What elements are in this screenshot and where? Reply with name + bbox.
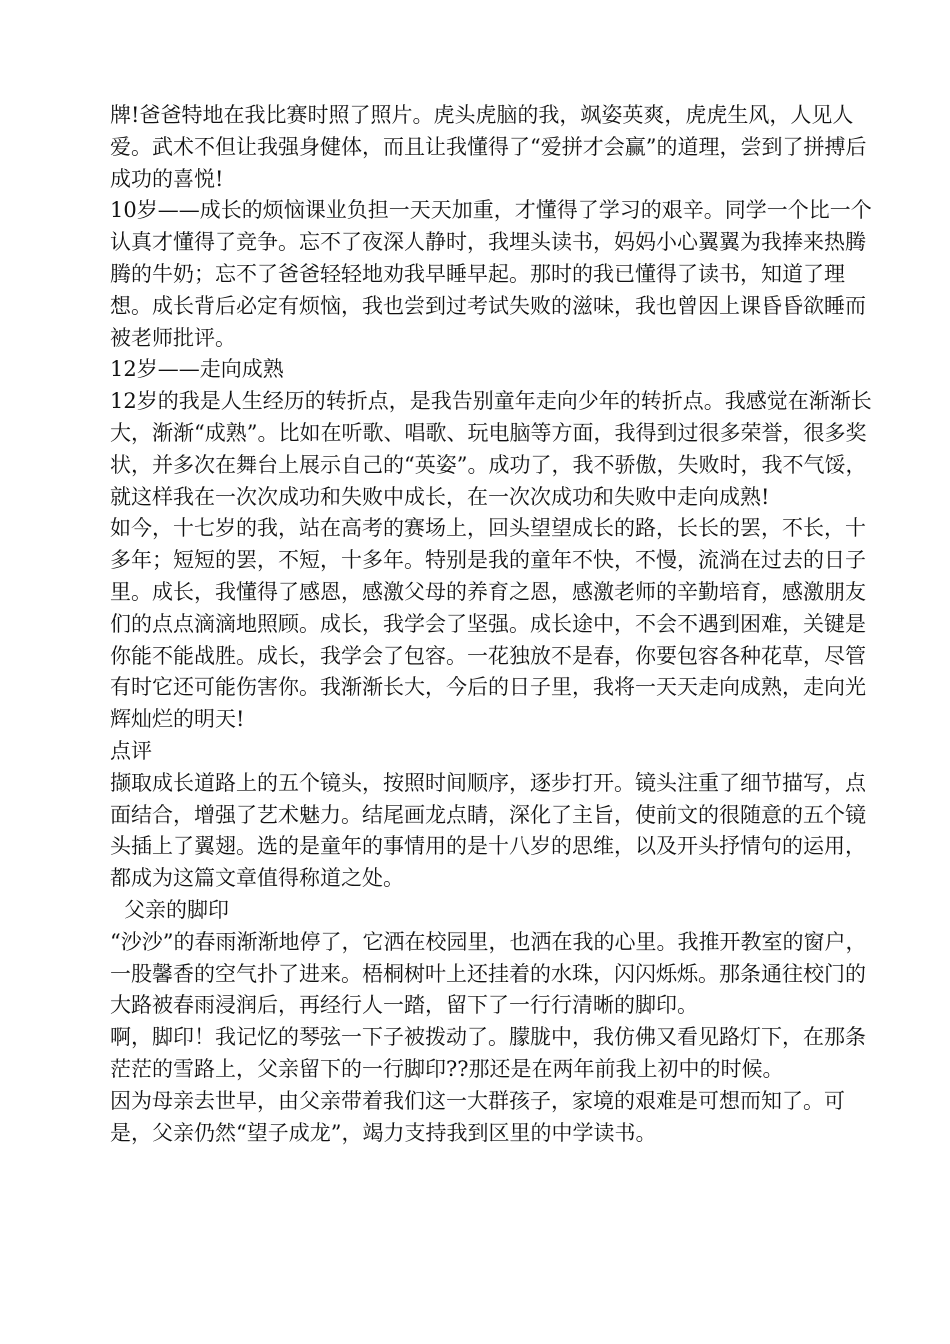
paragraph-age-twelve: 12岁的我是人生经历的转折点，是我告别童年走向少年的转折点。我感觉在渐渐长大，渐渐“成熟”。比如在听歌、唱歌、玩电脑等方面，我得到过很多荣誉，很多奖状，并多次在舞台上展示自己的“英姿”。成功了，我不骄傲，失败时，我不气馁，就这样我在一次次成功和失败中成长，在一次次成功和失败中走向成熟! [110, 389, 872, 509]
paragraph-memory: 啊，脚印！我记忆的琴弦一下子被拨动了。朦胧中，我仿佛又看见路灯下，在那条茫茫的雪路上，父亲留下的一行脚印??那还是在两年前我上初中的时候。 [110, 1025, 866, 1081]
paragraph-medal-photo: 牌!爸爸特地在我比赛时照了照片。虎头虎脑的我，飒姿英爽，虎虎生风，人见人爱。武术不但让我强身健体，而且让我懂得了“爱拼才会赢”的道理，尝到了拼搏后成功的喜悦! [110, 103, 867, 191]
heading-age-twelve: 12岁——走向成熟 [110, 357, 284, 382]
heading-commentary: 点评 [110, 738, 152, 763]
paragraph-seventeen: 如今，十七岁的我，站在高考的赛场上，回头望望成长的路，长长的罢，不长，十多年；短短的罢，不短，十多年。特别是我的童年不快，不慢，流淌在过去的日子里。成长，我懂得了感恩，感激父母的养育之恩，感激老师的辛勤培育，感激朋友们的点点滴滴地照顾。成长，我学会了坚强。成长途中，不会不遇到困难，关键是你能不能战胜。成长，我学会了包容。一花独放不是春，你要包容各种花草，尽管有时它还可能伤害你。我渐渐长大，今后的日子里，我将一天天走向成熟，走向光辉灿烂的明天! [110, 516, 866, 732]
heading-fathers-footprints: 父亲的脚印 [124, 897, 229, 922]
paragraph-commentary: 撷取成长道路上的五个镜头，按照时间顺序，逐步打开。镜头注重了细节描写，点面结合，增强了艺术魅力。结尾画龙点睛，深化了主旨，使前文的很随意的五个镜头插上了翼翅。选的是童年的事情用的是十八岁的思维，以及开头抒情句的运用，都成为这篇文章值得称道之处。 [110, 770, 866, 891]
paragraph-family: 因为母亲去世早，由父亲带着我们这一大群孩子，家境的艰难是可想而知了。可是，父亲仍然“望子成龙”，竭力支持我到区里的中学读书。 [110, 1088, 845, 1145]
paragraph-spring-rain: “沙沙”的春雨渐渐地停了，它洒在校园里，也洒在我的心里。我推开教室的窗户，一股馨香的空气扑了进来。梧桐树叶上还挂着的水珠，闪闪烁烁。那条通往校门的大路被春雨浸润后，再经行人一踏，留下了一行行清晰的脚印。 [110, 929, 867, 1018]
paragraph-age-ten: 10岁——成长的烦恼课业负担一天天加重，才懂得了学习的艰辛。同学一个比一个认真才懂得了竞争。忘不了夜深人静时，我埋头读书，妈妈小心翼翼为我捧来热腾腾的牛奶；忘不了爸爸轻轻地劝我早睡早起。那时的我已懂得了读书，知道了理想。成长背后必定有烦恼，我也尝到过考试失败的滋味，我也曾因上课昏昏欲睡而被老师批评。 [110, 198, 872, 350]
document-page [110, 100, 880, 1149]
